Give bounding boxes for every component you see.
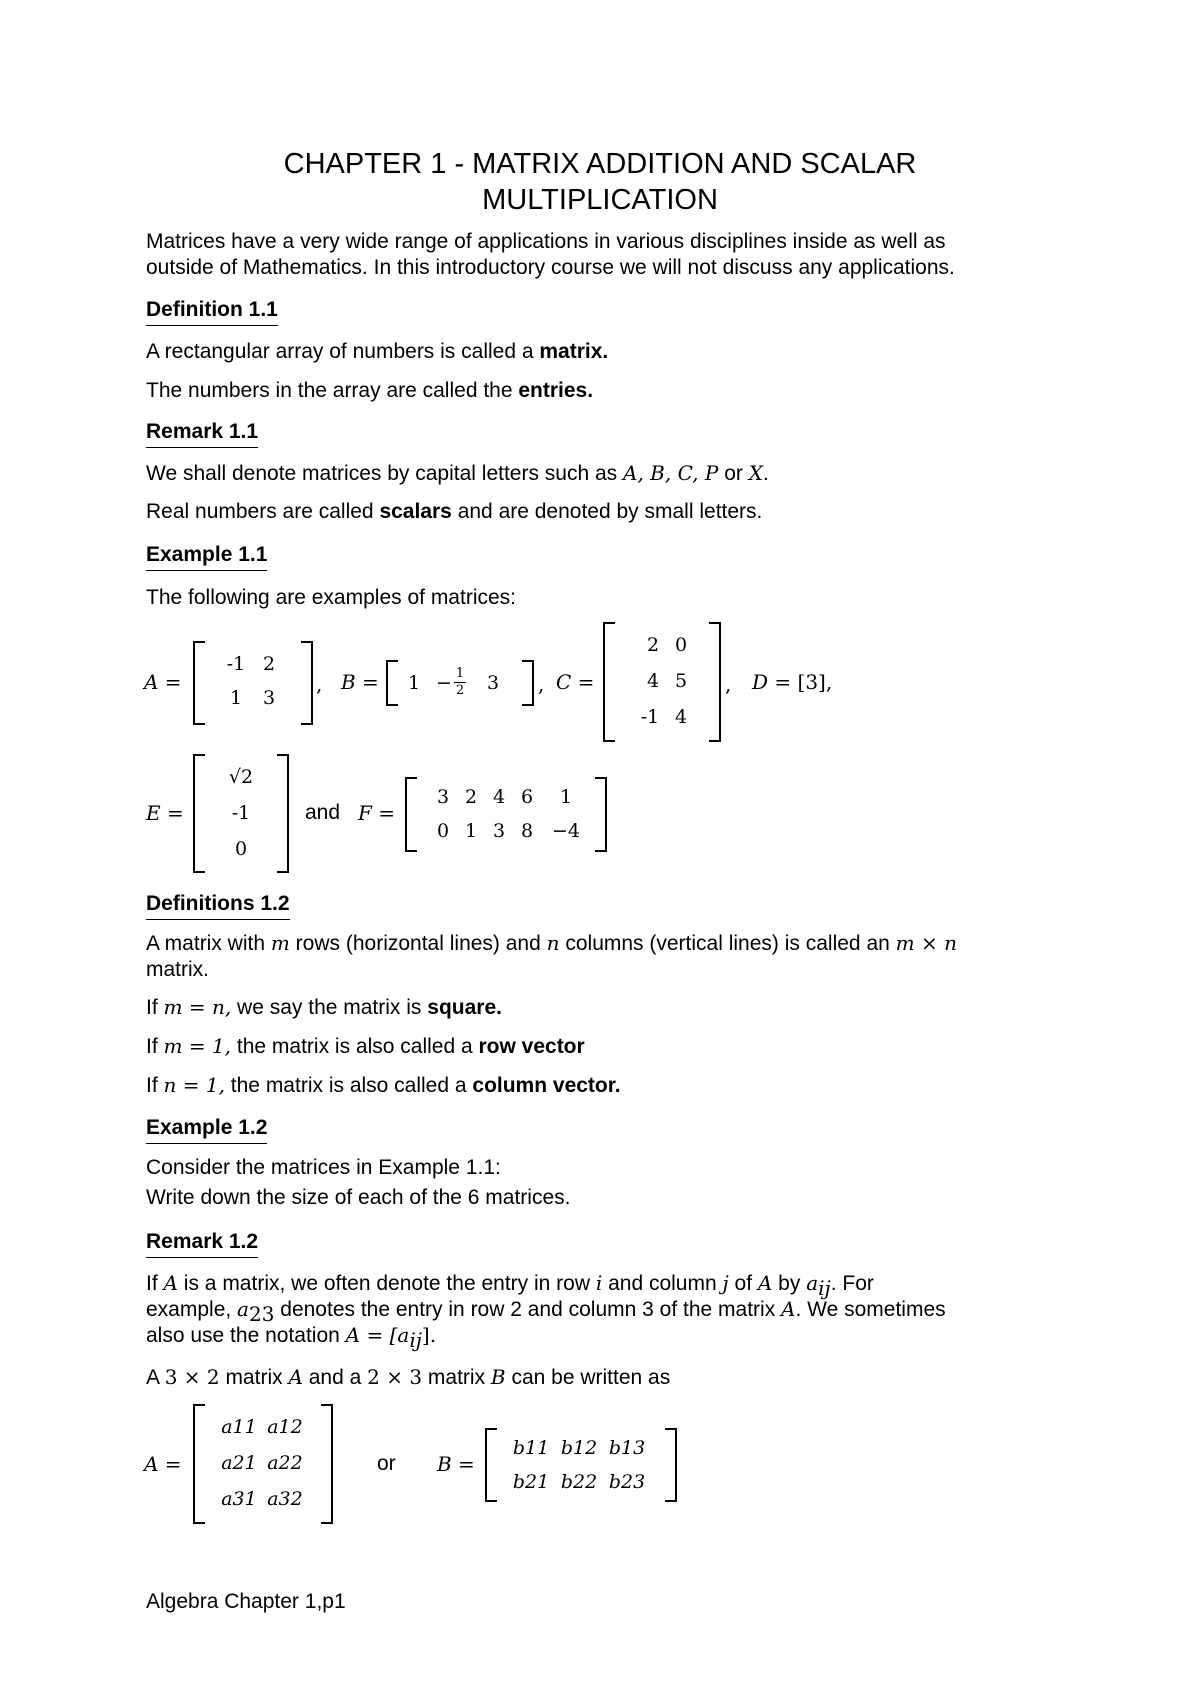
matrix-cell: b23: [608, 1471, 646, 1493]
intro-line-1: Matrices have a very wide range of applications in various disciplines inside as well as: [146, 230, 946, 253]
example-1-1-heading: [146, 541, 1066, 571]
matrix-cell: 4: [674, 706, 688, 728]
chapter-title-line-1: CHAPTER 1 - MATRIX ADDITION AND SCALAR: [283, 148, 917, 180]
matrix-cell: b22: [560, 1471, 598, 1493]
definition-1-1-heading: [146, 296, 1066, 326]
definitions-1-2-line-4: If m = 1, the matrix is also called a row vector: [146, 1034, 585, 1058]
example-1-2-line-2: Write down the size of each of the 6 matrices.: [146, 1186, 571, 1209]
matrix-cell: b13: [608, 1437, 646, 1459]
comma: ,: [725, 672, 732, 696]
remark-1-1-heading: [146, 418, 1066, 448]
matrix-e-label: E =: [146, 801, 184, 825]
definitions-1-2-line-3: If m = n, we say the matrix is square.: [146, 995, 502, 1019]
remark-1-1-line-1: We shall denote matrices by capital letters such as A, B, C, P or X.: [146, 461, 769, 485]
matrix-cell: 0: [234, 838, 248, 860]
generic-matrix-a-label: A =: [144, 1452, 182, 1476]
matrix-f: [405, 777, 607, 852]
comma: ,: [316, 672, 323, 696]
remark-1-2-heading: [146, 1228, 1066, 1258]
matrix-cell: 1: [229, 687, 243, 709]
matrix-b-label: B =: [341, 670, 379, 694]
example-1-1-text: The following are examples of matrices:: [146, 586, 516, 609]
matrix-b: [386, 660, 534, 706]
matrix-cell: 2: [646, 634, 660, 656]
remark-1-2-line-3: also use the notation $A = [a_{ij}]$.: [146, 1323, 437, 1353]
matrix-cell: 0: [674, 634, 688, 656]
heading-text: Definitions 1.2: [146, 890, 290, 920]
or-text: or: [377, 1452, 396, 1475]
matrix-cell: 2: [464, 786, 478, 808]
remark-1-1-line-2: Real numbers are called scalars and are denoted by small letters.: [146, 500, 763, 523]
generic-matrix-a: [193, 1404, 333, 1524]
example-1-2-heading: [146, 1114, 1066, 1144]
definitions-1-2-heading: [146, 890, 1066, 920]
fraction-denominator: 2: [455, 683, 465, 698]
heading-text: Example 1.1: [146, 541, 267, 571]
matrix-cell: a31: [221, 1488, 257, 1510]
matrix-cell: b11: [512, 1437, 550, 1459]
matrix-cell: a11: [221, 1416, 257, 1438]
definitions-1-2-line-2: matrix.: [146, 958, 209, 981]
definitions-1-2-line-5: If n = 1, the matrix is also called a column vector.: [146, 1073, 621, 1097]
matrix-cell: b12: [560, 1437, 598, 1459]
and-text: and: [305, 801, 341, 824]
matrix-c: [603, 622, 721, 742]
matrix-cell: 3: [262, 687, 276, 709]
matrix-cell: 3: [492, 820, 506, 842]
matrix-e: [193, 754, 289, 873]
matrix-cell: a32: [267, 1488, 303, 1510]
matrix-cell: √2: [228, 766, 254, 788]
matrix-cell: 5: [674, 670, 688, 692]
matrix-cell: -1: [231, 802, 251, 824]
matrix-f-label: F =: [358, 801, 396, 825]
matrix-cell: 1: [407, 672, 421, 694]
heading-text: Remark 1.1: [146, 418, 258, 448]
matrix-cell: −4: [551, 820, 580, 842]
chapter-title-line-2: MULTIPLICATION: [482, 184, 718, 216]
matrix-a: [193, 641, 313, 725]
definition-1-1-line-1: A rectangular array of numbers is called a matrix.: [146, 340, 609, 363]
matrix-cell: 3: [436, 786, 450, 808]
matrix-cell: 2: [262, 653, 276, 675]
matrix-cell: 4: [492, 786, 506, 808]
definition-1-1-line-2: The numbers in the array are called the entries.: [146, 379, 594, 402]
fraction-numerator: 1: [455, 666, 465, 681]
page-footer: Algebra Chapter 1,p1: [146, 1590, 346, 1613]
matrix-cell: 6: [520, 786, 534, 808]
matrix-cell: a12: [267, 1416, 303, 1438]
heading-text: Example 1.2: [146, 1114, 267, 1144]
matrix-cell: 1: [464, 820, 478, 842]
matrix-cell: b21: [512, 1471, 550, 1493]
matrix-cell: a21: [221, 1452, 257, 1474]
matrix-cell: -1: [226, 653, 246, 675]
remark-1-2-line-4: A 3 × 2 matrix A and a 2 × 3 matrix B can be written as: [146, 1365, 671, 1389]
heading-text: Definition 1.1: [146, 296, 278, 326]
matrix-cell: 8: [520, 820, 534, 842]
generic-matrix-b: [485, 1428, 677, 1502]
matrix-d: D = [3],: [752, 670, 833, 694]
heading-text: Remark 1.2: [146, 1228, 258, 1258]
matrix-c-label: C =: [556, 670, 595, 694]
matrix-cell: a22: [267, 1452, 303, 1474]
matrix-cell: 0: [436, 820, 450, 842]
matrix-cell-sign: −: [436, 672, 452, 694]
remark-1-2-line-2: example, $a_{23}$ denotes the entry in row 2 and column 3 of the matrix A. We sometimes: [146, 1297, 946, 1327]
generic-matrix-b-label: B =: [437, 1452, 475, 1476]
matrix-a-label: A =: [144, 670, 182, 694]
matrix-cell: 4: [646, 670, 660, 692]
matrix-cell: 3: [486, 672, 500, 694]
example-1-2-line-1: Consider the matrices in Example 1.1:: [146, 1156, 501, 1179]
comma: ,: [538, 672, 545, 696]
matrix-cell: 1: [559, 786, 573, 808]
definitions-1-2-line-1: A matrix with m rows (horizontal lines) and n columns (vertical lines) is called an m × n: [146, 931, 957, 955]
matrix-cell: -1: [640, 706, 660, 728]
intro-line-2: outside of Mathematics. In this introductory course we will not discuss any applications.: [146, 256, 955, 279]
remark-1-2-line-1: If A is a matrix, we often denote the entry in row i and column j of A by $a_{ij}$. For: [146, 1271, 874, 1301]
